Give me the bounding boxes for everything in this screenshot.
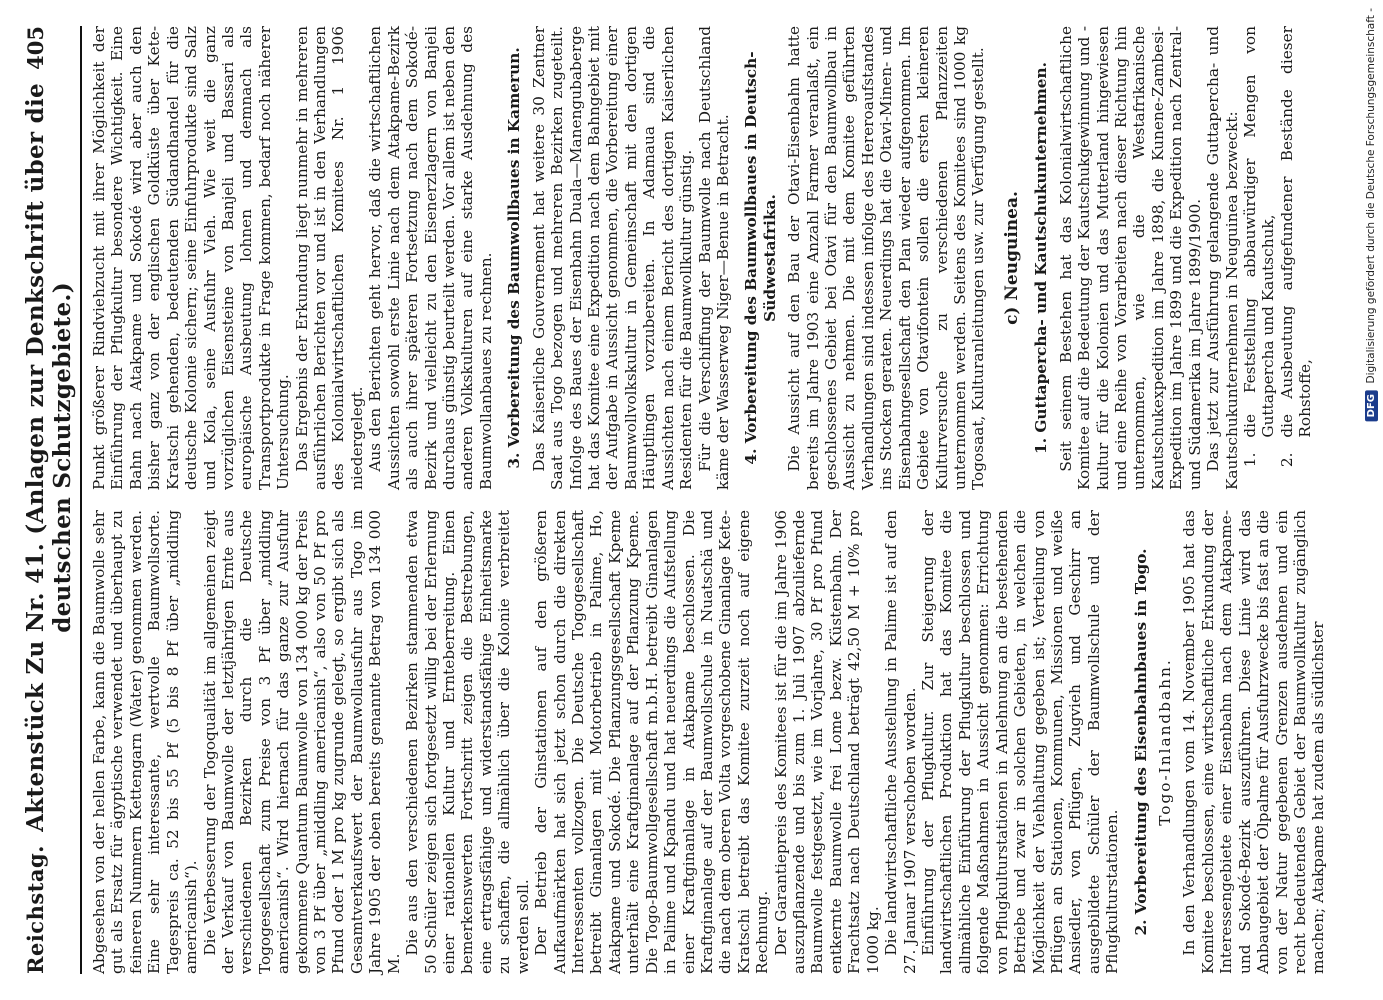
paragraph: Seit seinem Bestehen hat das Kolonialwirtschaftliche Komitee auf die Bedeutung der Kautschukgewinnung und -kultur für die Kolonien und das Mutterland hingewiesen und eine Reihe von Vorarbeiten nach dieser Richtung hin unternommen, wie die Westafrikanische Kautschukexpedition im Jahre 1898, die Kunene-Zambesi-Expedition im Jahre 1899 und die Expedition nach Zentral- und Südamerika im Jahre 1899/1900. bbox=[1056, 26, 1204, 490]
paragraph: In den Verhandlungen vom 14. November 1905 hat das Komitee beschlossen, eine wirtschaftliche Erkundung der Interessengebiete einer Eisenbahn nach dem Atakpame- und Sokodé-Bezirk auszuführen. Diese Linie wird das Anbaugebiet der Ölpalme für Ausfuhrzwecke bis fast an die von der Natur gegebenen Grenzen ausdehnen und ein recht bedeutendes Gebiet der Baumwollkultur zugänglich machen; Atakpame hat zudem als südlichster bbox=[1180, 510, 1328, 974]
list-text: die Ausbeutung aufgefundener Bestände dieser Rohstoffe, bbox=[1277, 26, 1315, 438]
section-heading: c) Neuguinea. bbox=[1001, 191, 1022, 325]
paragraph: Abgesehen von der hellen Farbe, kann die Baumwolle sehr gut als Ersatz für ägyptische verwendet und überhaupt zu feineren Nummern Kettengarn (Water) genommen werden. Eine sehr interessante, wertvolle Baumwollsorte. Tagespreis ca. 52 bis 55 Pf (5 bis 8 Pf über „middling americanish“). bbox=[90, 510, 201, 974]
section-heading: 1. Guttapercha- und Kautschukunternehmen. bbox=[1032, 62, 1051, 454]
section-heading: 2. Vorbereitung des Eisenbahnbaues in Togo. bbox=[1131, 548, 1150, 936]
paragraph: Einführung der Pflugkultur. Zur Steigerung der landwirtschaftlichen Produktion hat das Komitee die allmähliche Einführung der Pflugkultur beschlossen und folgende Maßnahmen in Aussicht genommen: Errichtung von Pflugkulturstationen in Anlehnung an die bestehenden Betriebe und zwar in solchen Gebieten, in welchen die Möglichkeit der Viehhaltung gegeben ist; Verteilung von Pflügen an Stationen, Kommunen, Missionen und weiße Ansiedler, von Pflügen, Zugvieh und Geschirr an ausgebildete Schüler der Baumwollschule und der Pflugkulturstationen. bbox=[918, 510, 1122, 974]
paragraph: Das Ergebnis der Erkundung liegt nunmehr in mehreren ausführlichen Berichten vor und ist in den Verhandlungen des Kolonialwirtschaftlichen Komitees Nr. 1 1906 niedergelegt. bbox=[292, 26, 366, 490]
header-left: Reichstag. bbox=[23, 845, 48, 974]
paragraph: Der Betrieb der Ginstationen auf den größeren Aufkaufmärkten hat sich jetzt schon durch die direkten Interessenten vollzogen. Die Deutsche Togogesellschaft betreibt Ginanlagen mit Motorbetrieb in Palime, Ho, Atakpame und Sokodé. Die Pflanzungsgesellschaft Kpeme unterhält eine Kraftginanlage auf der Pflanzung Kpeme. Die Togo-Baumwollgesellschaft m.b.H. betreibt Ginanlagen in Palime und Kpandu und hat neuerdings die Aufstellung einer Kraftginanlage in Atakpame beschlossen. Die Kraftginanlage auf der Baumwollschule in Nuatschä und die nach dem oberen Volta vorgeschobene Ginanlage Kete-Kratschi betreibt das Komitee zurzeit noch auf eigene Rechnung. bbox=[532, 510, 772, 974]
imprint-text: Digitalisierung gefördert durch die Deutsche Forschungsgemeinschaft - bbox=[1365, 8, 1377, 384]
page-number: 405 bbox=[23, 26, 48, 70]
page-header bbox=[22, 26, 82, 974]
paragraph: Aus den Berichten geht hervor, daß die wirtschaftlichen Aussichten sowohl erste Linie nach dem Atakpame-Bezirk als auch ihrer späteren Fortsetzung nach dem Sokodé-Bezirk und vielleicht zu den Eisenerzlagern von Banjeli durchaus günstig beurteilt werden. Vor allem ist neben den anderen Volkskulturen auf eine starke Ausdehnung des Baumwollanbaues zu rechnen. bbox=[366, 26, 495, 490]
paragraph: Für die Verschiffung der Baumwolle nach Deutschland käme der Wasserweg Niger—Benue in Betracht. bbox=[695, 26, 732, 490]
section-heading: 4. Vorbereitung des Baumwollbaues in Deutsch-Südwestafrika. bbox=[742, 51, 779, 465]
header-title: Aktenstück Zu Nr. 41. (Anlagen zur Denkschrift über die deutschen Schutzgebiete.) bbox=[22, 83, 76, 832]
list-item bbox=[1241, 26, 1278, 467]
paragraph: Die landwirtschaftliche Ausstellung in Palime ist auf den 27. Januar 1907 verschoben worden. bbox=[882, 510, 919, 974]
paragraph: Das Kaiserliche Gouvernement hat weitere 30 Zentner Saat aus Togo bezogen und mehreren Bezirken zugeteilt. Infolge des Baues der Eisenbahn Duala—Manengubaberge hat das Komitee eine Expedition nach dem Bahngebiet mit der Aufgabe in Aussicht genommen, die Vorbereitung einer Baumwollvolkskultur in Gemeinschaft mit den dortigen Häuptlingen vorzubereiten. In Adamaua sind die Aussichten nach einem Bericht des dortigen Kaiserlichen Residenten für die Baumwollkultur günstig. bbox=[529, 26, 696, 490]
right-column bbox=[90, 26, 1315, 490]
paragraph: Die Aussicht auf den Bau der Otavi-Eisenbahn hatte bereits im Jahre 1903 eine Anzahl Farmer veranlaßt, ein geschlossenes Gebiet bei Otavi für den Baumwollbau in Aussicht zu nehmen. Die mit dem Komitee geführten Verhandlungen sind indessen infolge des Hereroaufstandes ins Stocken geraten. Neuerdings hat die Otavi-Minen- und Eisenbahngesellschaft den Plan wieder aufgenommen. Im Gebiete von Otavifontein sollen die ersten kleineren Kulturversuche zu verschiedenen Pflanzzeiten unternommen werden. Seitens des Komitees sind 1000 kg Togosaat, Kulturanleitungen usw. zur Verfügung gestellt. bbox=[785, 26, 988, 490]
paragraph: Punkt größerer Rindviehzucht mit ihrer Möglichkeit der Einführung der Pflugkultur besondere Wichtigkeit. Eine Bahn nach Atakpame und Sokodé wird aber auch den bisher ganz von der englischen Goldküste über Kete-Kratschi gehenden, bedeutenden Südandhandel für die deutsche Kolonie sichern; seine Einfuhrprodukte sind Salz und Kola, seine Ausfuhr Vieh. Wie weit die ganz vorzüglichen Eisensteine von Banjeli und Bassari als europäische Ausbeutung lohnen und demnach als Transportprodukte in Frage kommen, bedarf noch näherer Untersuchung. bbox=[90, 26, 293, 490]
list-number: 2. bbox=[1277, 452, 1296, 468]
subsection-heading: Togo-Inlandbahn. bbox=[1156, 658, 1175, 826]
dfg-logo: DFG bbox=[1365, 390, 1378, 421]
text-columns bbox=[90, 26, 1328, 974]
left-column bbox=[90, 510, 1328, 974]
list-item bbox=[1278, 26, 1315, 467]
digitization-imprint bbox=[1363, 8, 1379, 778]
paragraph: Der Garantiepreis des Komitees ist für die im Jahre 1906 auszupflanzende und bis zum 1. Juli 1907 abzuliefernde Baumwolle festgesetzt, wie im Vorjahre, 30 Pf pro Pfund entkernte Baumwolle frei Lome bezw. Küstenbahn. Der Frachtsatz nach Deutschland beträgt 42,50 M + 10% pro 1000 kg. bbox=[771, 510, 882, 974]
paragraph: Die Verbesserung der Togoqualität im allgemeinen zeigt der Verkauf von Baumwolle der letztjährigen Ernte aus verschiedenen Bezirken durch die Deutsche Togogesellschaft zum Preise von 3 Pf über „middling americanish“. Wird hiernach für das ganze zur Ausfuhr gekommene Quantum Baumwolle von 134 000 kg der Preis von 3 Pf über „middling americanish“, also von 50 Pf pro Pfund oder 1 M pro kg zugrunde gelegt, so ergibt sich als Gesamtverkaufswert der Baumwollausfuhr aus Togo im Jahre 1905 der oben bereits genannte Betrag von 134 000 M. bbox=[200, 510, 403, 974]
paragraph: Das jetzt zur Ausführung gelangende Guttapercha- und Kautschukunternehmen in Neuguinea bezweckt: bbox=[1204, 26, 1241, 490]
list-text: die Feststellung abbauwürdiger Mengen von Guttapercha und Kautschuk, bbox=[1240, 26, 1278, 438]
paragraph: Die aus den verschiedenen Bezirken stammenden etwa 50 Schüler zeigen sich fortgesetzt willig bei der Erlernung einer rationellen Kultur und Ernteberreitung. Einen bemerkenswerten Fortschritt zeigen die Bestrebungen, eine ertragsfähige und widerstandsfähige Einheitsmarke zu schaffen, die allmählich über die Kolonie verbreitet werden soll. bbox=[403, 510, 532, 974]
section-heading: 3. Vorbereitung des Baumwollbaues in Kamerun. bbox=[505, 47, 524, 469]
list-number: 1. bbox=[1240, 452, 1259, 468]
